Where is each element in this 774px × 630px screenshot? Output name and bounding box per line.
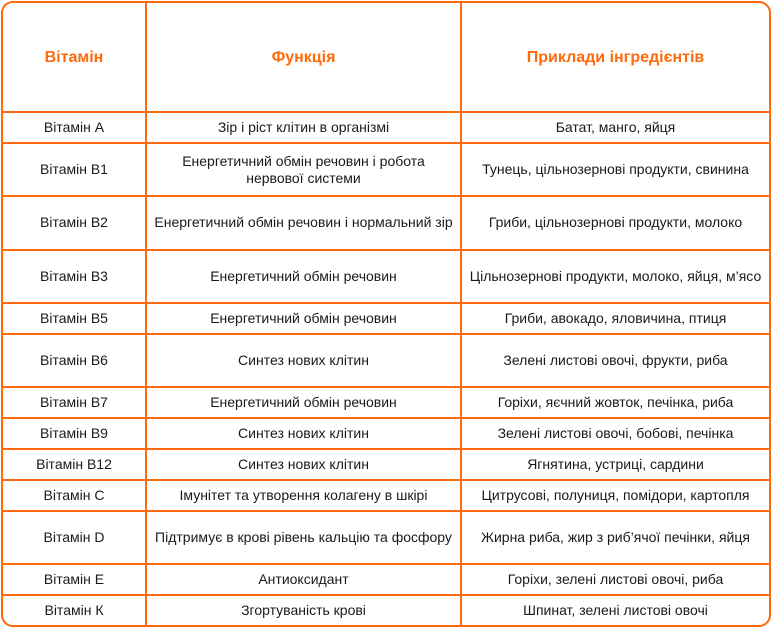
header-ingredients: Приклади інгредієнтів: [461, 3, 769, 112]
vitamin-cell: Вітамін B7: [3, 387, 146, 418]
ingredients-cell: Гриби, цільнозернові продукти, молоко: [461, 196, 769, 249]
vitamin-cell: Вітамін А: [3, 112, 146, 143]
ingredients-cell: Горіхи, яєчний жовток, печінка, риба: [461, 387, 769, 418]
function-cell: Енергетичний обмін речовин: [146, 387, 461, 418]
table-row: [3, 564, 769, 595]
vitamin-cell: Вітамін B1: [3, 143, 146, 196]
function-cell: Антиоксидант: [146, 564, 461, 595]
table-row: [3, 143, 769, 196]
ingredients-cell: Зелені листові овочі, фрукти, риба: [461, 334, 769, 387]
vitamin-cell: Вітамін B9: [3, 418, 146, 449]
function-cell: Енергетичний обмін речовин: [146, 250, 461, 303]
ingredients-cell: Зелені листові овочі, бобові, печінка: [461, 418, 769, 449]
function-cell: Енергетичний обмін речовин і робота нервової системи: [146, 143, 461, 196]
vitamin-cell: Вітамін С: [3, 480, 146, 511]
function-cell: Синтез нових клітин: [146, 449, 461, 480]
vitamin-cell: Вітамін B2: [3, 196, 146, 249]
ingredients-cell: Шпинат, зелені листові овочі: [461, 595, 769, 625]
function-cell: Енергетичний обмін речовин: [146, 303, 461, 334]
function-cell: Енергетичний обмін речовин і нормальний зір: [146, 196, 461, 249]
vitamin-cell: Вітамін К: [3, 595, 146, 625]
vitamin-cell: Вітамін B6: [3, 334, 146, 387]
ingredients-cell: Батат, манго, яйця: [461, 112, 769, 143]
vitamin-cell: Вітамін Е: [3, 564, 146, 595]
function-cell: Імунітет та утворення колагену в шкірі: [146, 480, 461, 511]
function-cell: Підтримує в крові рівень кальцію та фосфору: [146, 511, 461, 564]
ingredients-cell: Цитрусові, полуниця, помідори, картопля: [461, 480, 769, 511]
ingredients-cell: Ягнятина, устриці, сардини: [461, 449, 769, 480]
vitamin-cell: Вітамін D: [3, 511, 146, 564]
ingredients-cell: Горіхи, зелені листові овочі, риба: [461, 564, 769, 595]
table-row: [3, 511, 769, 564]
table-row: [3, 449, 769, 480]
ingredients-cell: Тунець, цільнозернові продукти, свинина: [461, 143, 769, 196]
table-row: [3, 387, 769, 418]
table-row: [3, 250, 769, 303]
table-row: [3, 595, 769, 625]
vitamin-table: [3, 3, 769, 625]
header-function: Функція: [146, 3, 461, 112]
ingredients-cell: Жирна риба, жир з риб’ячої печінки, яйця: [461, 511, 769, 564]
table-row: [3, 196, 769, 249]
function-cell: Зір і ріст клітин в організмі: [146, 112, 461, 143]
table-row: [3, 480, 769, 511]
function-cell: Згортуваність крові: [146, 595, 461, 625]
table-row: [3, 303, 769, 334]
vitamin-cell: Вітамін B5: [3, 303, 146, 334]
function-cell: Синтез нових клітин: [146, 334, 461, 387]
header-row: [3, 3, 769, 112]
vitamin-cell: Вітамін B12: [3, 449, 146, 480]
vitamin-cell: Вітамін B3: [3, 250, 146, 303]
table-row: [3, 334, 769, 387]
ingredients-cell: Гриби, авокадо, яловичина, птиця: [461, 303, 769, 334]
ingredients-cell: Цільнозернові продукти, молоко, яйця, м’ясо: [461, 250, 769, 303]
table-row: [3, 418, 769, 449]
header-vitamin: Вітамін: [3, 3, 146, 112]
vitamin-table-container: [1, 1, 771, 627]
function-cell: Синтез нових клітин: [146, 418, 461, 449]
table-row: [3, 112, 769, 143]
